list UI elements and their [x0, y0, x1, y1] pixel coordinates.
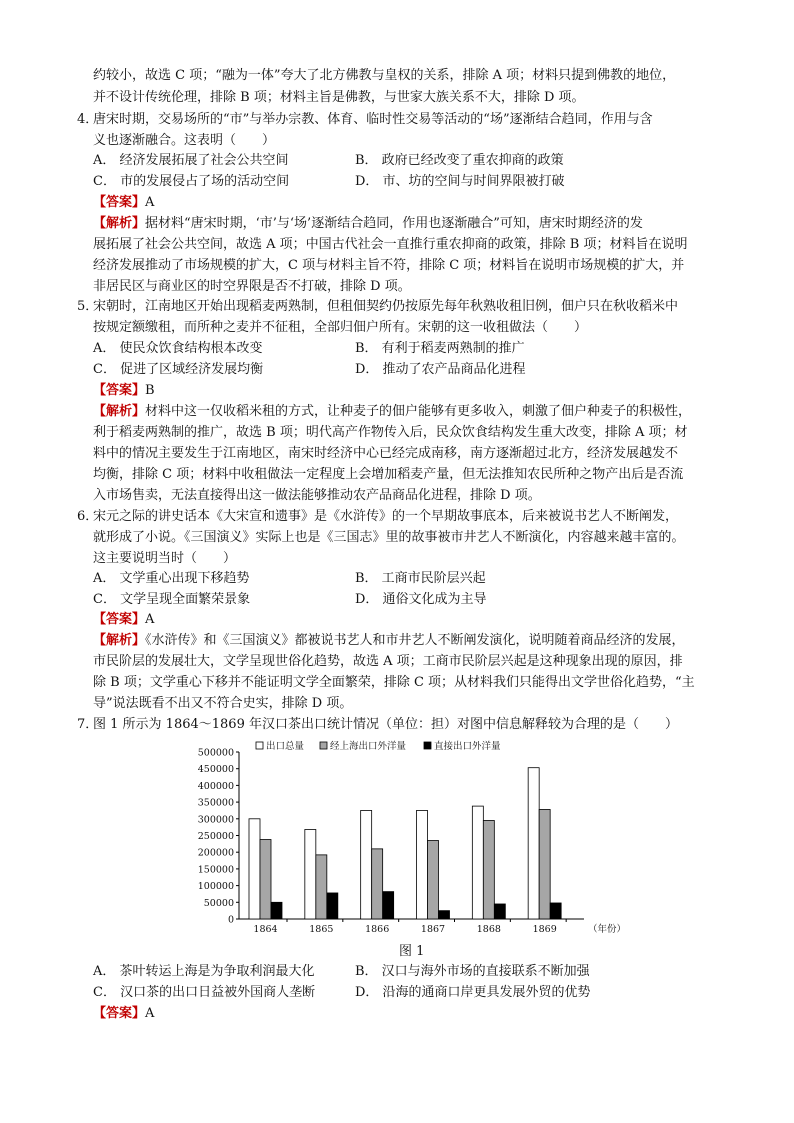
q4-explanation-line: 经济发展推动了市场规模的扩大，C 项与材料主旨不符，排除 C 项；材料旨在说明市场规模的扩大，并 [93, 258, 685, 273]
legend-label: 出口总量 [266, 741, 305, 752]
q5-option-c: C． 促进了区域经济发展均衡 [93, 362, 264, 377]
bar-经上海出口外洋量 [260, 840, 271, 919]
q5-explanation-line: 利于稻麦两熟制的推广，故选 B 项；明代高产作物传入后，民众饮食结构发生重大改变，排除 A 项；材 [93, 425, 688, 440]
q4-explanation-line [93, 214, 643, 234]
q4-option-b: B． 政府已经改变了重农抑商的政策 [355, 153, 564, 168]
q6-explanation-line: 除 B 项；文学重心下移并不能证明文学全面繁荣，排除 C 项；从材料我们只能得出文学世俗化趋势，“主 [93, 675, 695, 690]
bar-出口总量 [361, 810, 372, 919]
bar-经上海出口外洋量 [372, 849, 383, 919]
q5-answer [93, 381, 155, 401]
bar-直接出口外洋量 [271, 902, 282, 919]
bar-出口总量 [249, 819, 260, 919]
legend-label: 经上海出口外洋量 [330, 741, 407, 752]
answer-value: A [145, 1006, 155, 1021]
y-tick-label: 100000 [197, 881, 234, 893]
q5-explanation-line: 入市场售卖，无法直接得出这一做法能够推动农产品商品化进程，排除 D 项。 [93, 488, 541, 503]
q6-explanation-line [93, 631, 685, 651]
x-axis-label: （年份） [588, 924, 627, 935]
q6-stem-line: 宋元之际的讲史话本《大宋宣和遗事》是《水浒传》的一个早期故事底本，后来被说书艺人不断阐发， [93, 509, 679, 524]
x-tick-label: 1868 [476, 924, 501, 935]
answer-value: A [145, 195, 155, 210]
bar-出口总量 [472, 806, 483, 919]
q5-option-b: B． 有利于稻麦两熟制的推广 [355, 341, 525, 356]
bar-出口总量 [417, 810, 428, 919]
legend-swatch [256, 742, 263, 749]
y-tick-label: 150000 [197, 864, 234, 876]
y-tick-label: 450000 [197, 764, 234, 776]
answer-tag: 【答案】 [93, 383, 146, 398]
explanation-text: 据材料“唐宋时期，‘市’与‘场’逐渐结合趋同，作用也逐渐融合”可知，唐宋时期经济的发 [145, 216, 643, 231]
bar-经上海出口外洋量 [483, 820, 494, 919]
q7-option-a: A． 茶叶转运上海是为争取利润最大化 [93, 964, 315, 979]
bar-直接出口外洋量 [494, 904, 505, 919]
q6-number: 6． [77, 509, 99, 524]
q5-stem-line: 按规定额缴租，而所种之麦并不征租，全部归佃户所有。宋朝的这一收租做法（ ） [93, 320, 588, 335]
y-tick-label: 500000 [197, 747, 234, 759]
q7-option-c: C． 汉口茶的出口日益被外国商人垄断 [93, 985, 316, 1000]
q6-stem-line: 这主要说明当时（ ） [93, 551, 237, 566]
bar-出口总量 [528, 768, 539, 919]
q5-explanation-line: 料中的情况主要发生于江南地区，南宋时经济中心已经完成南移，南方逐渐超过北方，经济发展越发不 [93, 446, 679, 461]
q4-option-d: D． 市、坊的空间与时间界限被打破 [355, 174, 565, 189]
x-tick-label: 1864 [253, 924, 278, 935]
q6-option-d: D． 通俗文化成为主导 [355, 592, 487, 607]
y-tick-label: 50000 [203, 897, 234, 909]
q3-explanation-line: 约较小，故选 C 项；“融为一体”夸大了北方佛教与皇权的关系，排除 A 项；材料只提到佛教的地位， [93, 68, 676, 83]
q4-option-c: C． 市的发展侵占了场的活动空间 [93, 174, 290, 189]
bar-直接出口外洋量 [383, 892, 394, 919]
q5-explanation-line [93, 402, 691, 422]
q6-explanation-line: 导”说法既看不出又不符合史实，排除 D 项。 [93, 696, 353, 711]
answer-value: B [145, 383, 155, 398]
q5-option-a: A． 使民众饮食结构根本改变 [93, 341, 263, 356]
explanation-text: 材料中这一仅收稻米租的方式，让种麦子的佃户能够有更多收入，刺激了佃户种麦子的积极性， [145, 404, 692, 419]
y-tick-label: 300000 [197, 814, 234, 826]
legend-label: 直接出口外洋量 [434, 741, 501, 752]
answer-tag: 【答案】 [93, 612, 146, 627]
q7-number: 7． [77, 717, 99, 732]
bar-经上海出口外洋量 [539, 809, 550, 919]
y-tick-label: 200000 [197, 847, 234, 859]
legend-swatch [320, 742, 327, 749]
legend-swatch [424, 742, 431, 749]
bar-出口总量 [305, 829, 316, 919]
q4-number: 4． [77, 112, 99, 127]
q7-option-b: B． 汉口与海外市场的直接联系不断加强 [355, 964, 590, 979]
q4-explanation-line: 展拓展了社会公共空间，故选 A 项；中国古代社会一直推行重农抑商的政策，排除 B 项；材料旨在说明 [93, 237, 688, 252]
x-tick-label: 1869 [532, 924, 557, 935]
x-tick-label: 1867 [420, 924, 446, 935]
figure-caption: 图 1 [399, 944, 425, 959]
y-tick-label: 250000 [197, 831, 234, 842]
q5-explanation-line: 均衡，排除 C 项；材料中收租做法一定程度上会增加稻麦产量，但无法推知农民所种之物产出后是否流 [93, 467, 684, 482]
q4-stem-line: 唐宋时期，交易场所的“市”与举办宗教、体育、临时性交易等活动的“场”逐渐结合趋同，作用与含 [93, 112, 653, 127]
q6-answer [93, 610, 154, 630]
x-tick-label: 1866 [365, 924, 390, 935]
q5-option-d: D． 推动了农产品商品化进程 [355, 362, 526, 377]
bar-直接出口外洋量 [550, 903, 561, 919]
q5-stem-line: 宋朝时，江南地区开始出现稻麦两熟制，但租佃契约仍按原先每年秋熟收租旧例，佃户只在秋收稻米中 [93, 299, 679, 314]
x-tick-label: 1865 [309, 924, 334, 935]
y-tick-label: 0 [227, 914, 234, 926]
q6-option-b: B． 工商市民阶层兴起 [355, 571, 486, 586]
q4-explanation-line: 非居民区与商业区的时空界限是否不打破，排除 D 项。 [93, 279, 411, 294]
tea-export-bar-chart [196, 738, 636, 938]
explanation-tag: 【解析】 [93, 404, 146, 419]
q4-answer [93, 193, 154, 213]
explanation-text: 《水浒传》和《三国演义》都被说书艺人和市井艺人不断阐发演化，说明随着商品经济的发展， [145, 633, 685, 648]
q7-stem-line: 图 1 所示为 1864～1869 年汉口茶出口统计情况（单位：担）对图中信息解释较为合理的是（ ） [93, 717, 678, 732]
q6-explanation-line: 市民阶层的发展壮大，文学呈现世俗化趋势，故选 A 项；工商市民阶层兴起是这种现象出现的原因，排 [93, 654, 683, 669]
bar-经上海出口外洋量 [428, 841, 439, 919]
q6-stem-line: 就形成了小说。《三国演义》实际上也是《三国志》里的故事被市井艺人不断演化，内容越来越丰富的。 [93, 530, 685, 545]
bar-经上海出口外洋量 [316, 855, 327, 919]
q5-number: 5． [77, 299, 99, 314]
answer-tag: 【答案】 [93, 195, 146, 210]
q6-option-a: A． 文学重心出现下移趋势 [93, 571, 250, 586]
explanation-tag: 【解析】 [93, 633, 146, 648]
q7-answer [93, 1004, 154, 1024]
q3-explanation-line: 并不设计传统伦理，排除 B 项；材料主旨是佛教，与世家大族关系不大，排除 D 项。 [93, 90, 585, 105]
q6-option-c: C． 文学呈现全面繁荣景象 [93, 592, 251, 607]
y-tick-label: 400000 [197, 780, 234, 792]
answer-value: A [145, 612, 155, 627]
explanation-tag: 【解析】 [93, 216, 146, 231]
bar-直接出口外洋量 [439, 911, 450, 919]
q4-stem-line: 义也逐渐融合。这表明（ ） [93, 133, 276, 148]
answer-tag: 【答案】 [93, 1006, 146, 1021]
bar-直接出口外洋量 [327, 893, 338, 919]
q4-option-a: A． 经济发展拓展了社会公共空间 [93, 153, 289, 168]
q7-option-d: D． 沿海的通商口岸更具发展外贸的优势 [355, 985, 591, 1000]
y-tick-label: 350000 [197, 797, 234, 809]
